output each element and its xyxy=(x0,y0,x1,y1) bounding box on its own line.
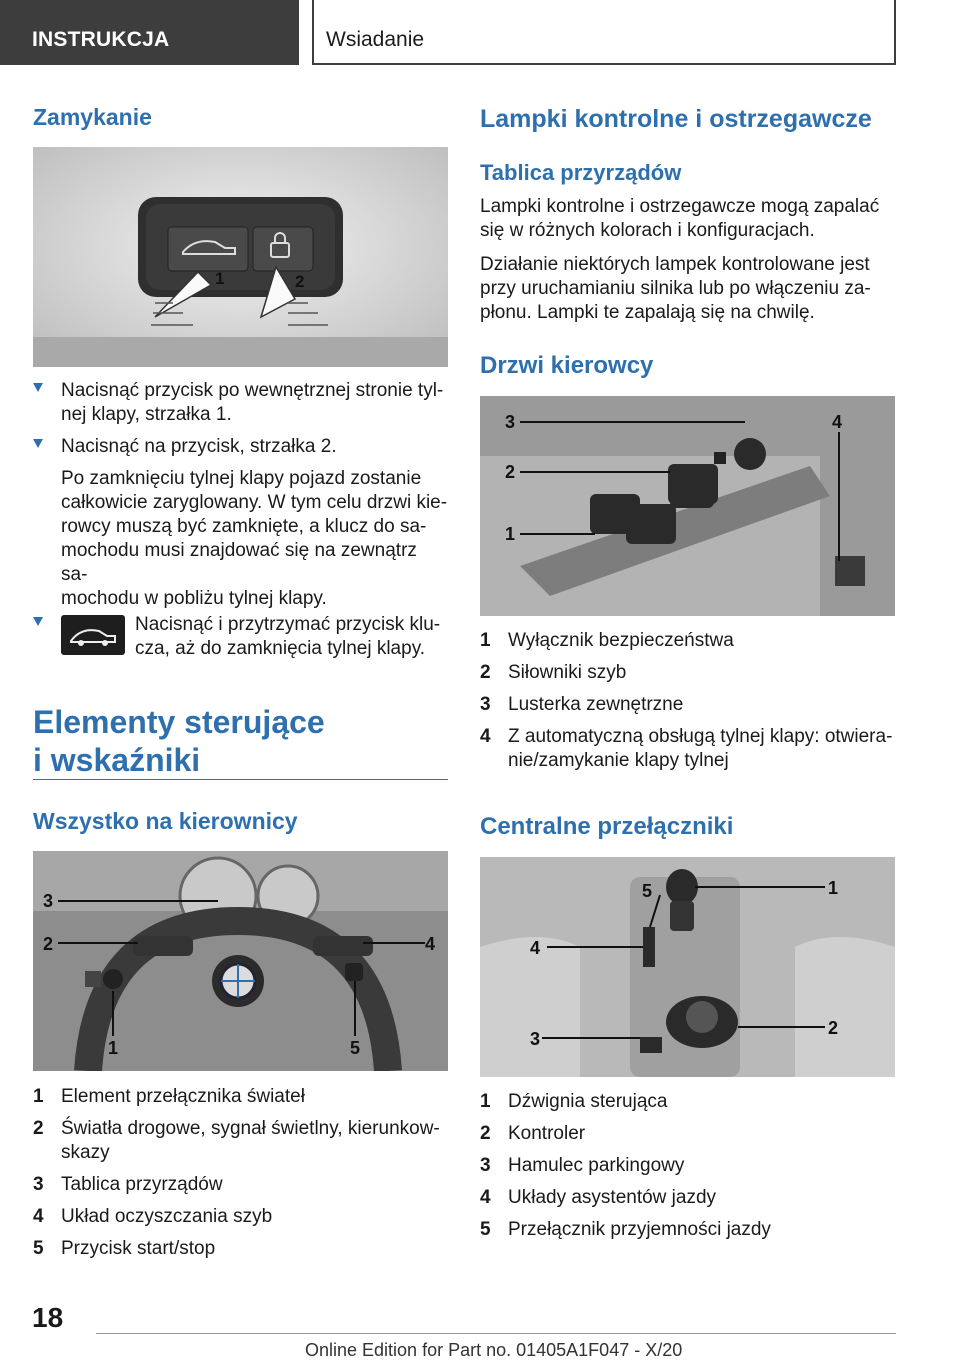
door-list-item xyxy=(480,629,896,653)
item-number: 3 xyxy=(480,694,491,715)
edition-text: Online Edition for Part no. 01405A1F047 - X/20 xyxy=(305,1340,683,1360)
center-console-image xyxy=(480,857,895,1077)
item-text: Lusterka zewnętrzne xyxy=(508,694,684,715)
callout-3: 3 xyxy=(530,1029,541,1049)
section-label: INSTRUKCJA xyxy=(32,28,170,51)
item-number: 5 xyxy=(480,1219,491,1240)
item-number: 2 xyxy=(480,662,491,683)
callout-5: 5 xyxy=(642,881,653,901)
bullet-item xyxy=(33,379,448,429)
item-number: 1 xyxy=(33,1086,44,1107)
item-number: 3 xyxy=(480,1155,491,1176)
item-text: Układ oczyszczania szyb xyxy=(61,1206,273,1227)
item-text: Wyłącznik bezpieczeństwa xyxy=(508,630,734,651)
callout-2: 2 xyxy=(43,934,54,954)
callout-4: 4 xyxy=(425,934,436,954)
steering-heading: Wszystko na kierownicy xyxy=(33,808,298,834)
steering-list-item xyxy=(33,1205,448,1229)
chapter-tab xyxy=(312,0,896,65)
item-text: Światła drogowe, sygnał świetlny, kierunkow- skazy xyxy=(61,1118,440,1163)
item-text: Hamulec parkingowy xyxy=(508,1155,685,1176)
item-number: 3 xyxy=(33,1174,44,1195)
lamps-heading: Lampki kontrolne i ostrzegawcze xyxy=(480,105,872,133)
icon-bullet-item xyxy=(33,613,448,663)
callout-2: 2 xyxy=(505,462,516,482)
central-list-item xyxy=(480,1090,896,1114)
section-rule xyxy=(33,779,448,780)
chapter-label: Wsiadanie xyxy=(326,28,425,51)
door-list-item xyxy=(480,661,896,685)
item-number: 2 xyxy=(33,1118,44,1139)
door-list-item xyxy=(480,693,896,717)
callout-5: 5 xyxy=(350,1038,361,1058)
central-list-item xyxy=(480,1218,896,1242)
steering-list-item xyxy=(33,1085,448,1109)
paragraph-2: Działanie niektórych lampek kontrolowane jest przy uruchamianiu silnika lub po włączeniu za- płonu. Lampki te zapalają się na chwilę. xyxy=(480,254,871,323)
driver-door-image xyxy=(480,396,895,616)
item-text: Przełącznik przyjemności jazdy xyxy=(508,1219,771,1240)
paragraph-1: Lampki kontrolne i ostrzegawcze mogą zapalać się w różnych kolorach i konfiguracjach. xyxy=(480,196,880,241)
steering-wheel-image xyxy=(33,851,448,1071)
central-list-item xyxy=(480,1154,896,1178)
item-text: Kontroler xyxy=(508,1123,586,1144)
callout-4: 4 xyxy=(530,938,541,958)
bullet-text: Nacisnąć na przycisk, strzałka 2. xyxy=(61,436,337,457)
page-number: 18 xyxy=(32,1302,64,1333)
item-number: 4 xyxy=(480,1187,491,1208)
callout-3: 3 xyxy=(43,891,54,911)
steering-list-item xyxy=(33,1237,448,1261)
elements-heading-line1: Elementy sterujące xyxy=(33,704,325,740)
callout-1: 1 xyxy=(828,878,839,898)
item-text: Układy asystentów jazdy xyxy=(508,1187,717,1208)
item-number: 1 xyxy=(480,630,491,651)
item-number: 5 xyxy=(33,1238,44,1259)
tailgate-buttons-image xyxy=(33,147,448,367)
central-heading: Centralne przełączniki xyxy=(480,813,734,840)
footer-rule xyxy=(96,1333,896,1334)
bullet-text: Nacisnąć przycisk po wewnętrznej stronie tyl- nej klapy, strzałka 1. xyxy=(61,380,444,425)
callout-3: 3 xyxy=(505,412,516,432)
central-list-item xyxy=(480,1122,896,1146)
zamykanie-heading: Zamykanie xyxy=(33,104,152,130)
central-list-item xyxy=(480,1186,896,1210)
bullet-triangle-icon xyxy=(33,383,43,392)
item-text: Element przełącznika świateł xyxy=(61,1086,305,1107)
item-text: Siłowniki szyb xyxy=(508,662,627,683)
note-text: Po zamknięciu tylnej klapy pojazd zostanie całkowicie zaryglowany. W tym celu drzwi kie- rowcy muszą być zamknięte, a klucz do sa- mochodu musi znajdować się na zewnątrz sa- mochodu w pobliżu tylnej klapy. xyxy=(61,468,448,609)
door-heading: Drzwi kierowcy xyxy=(480,352,654,379)
item-text: Przycisk start/stop xyxy=(61,1238,216,1259)
item-text: Z automatyczną obsługą tylnej klapy: otwiera- nie/zamykanie klapy tylnej xyxy=(508,726,893,771)
item-number: 2 xyxy=(480,1123,491,1144)
svg-text:2: 2 xyxy=(295,272,305,291)
bullet-triangle-icon xyxy=(33,439,43,448)
item-text: Dźwignia sterująca xyxy=(508,1091,668,1112)
callout-4: 4 xyxy=(832,412,843,432)
item-number: 4 xyxy=(33,1206,44,1227)
elements-heading-line2: i wskaźniki xyxy=(33,742,201,778)
item-number: 4 xyxy=(480,726,491,747)
item-text: Tablica przyrządów xyxy=(61,1174,223,1195)
icon-bullet-text: Nacisnąć i przytrzymać przycisk klu- cza, aż do zamknięcia tylnej klapy. xyxy=(135,614,441,659)
bullet-triangle-icon xyxy=(33,617,43,626)
steering-list-item xyxy=(33,1117,448,1165)
callout-2: 2 xyxy=(828,1018,839,1038)
item-number: 1 xyxy=(480,1091,491,1112)
door-list-item xyxy=(480,725,896,773)
steering-list-item xyxy=(33,1173,448,1197)
panel-heading: Tablica przyrządów xyxy=(480,160,682,185)
callout-1: 1 xyxy=(108,1038,119,1058)
tailgate-key-icon xyxy=(61,615,125,655)
section-tab xyxy=(0,0,299,65)
bullet-item xyxy=(33,435,448,461)
callout-1: 1 xyxy=(505,524,516,544)
svg-text:1: 1 xyxy=(215,269,225,288)
